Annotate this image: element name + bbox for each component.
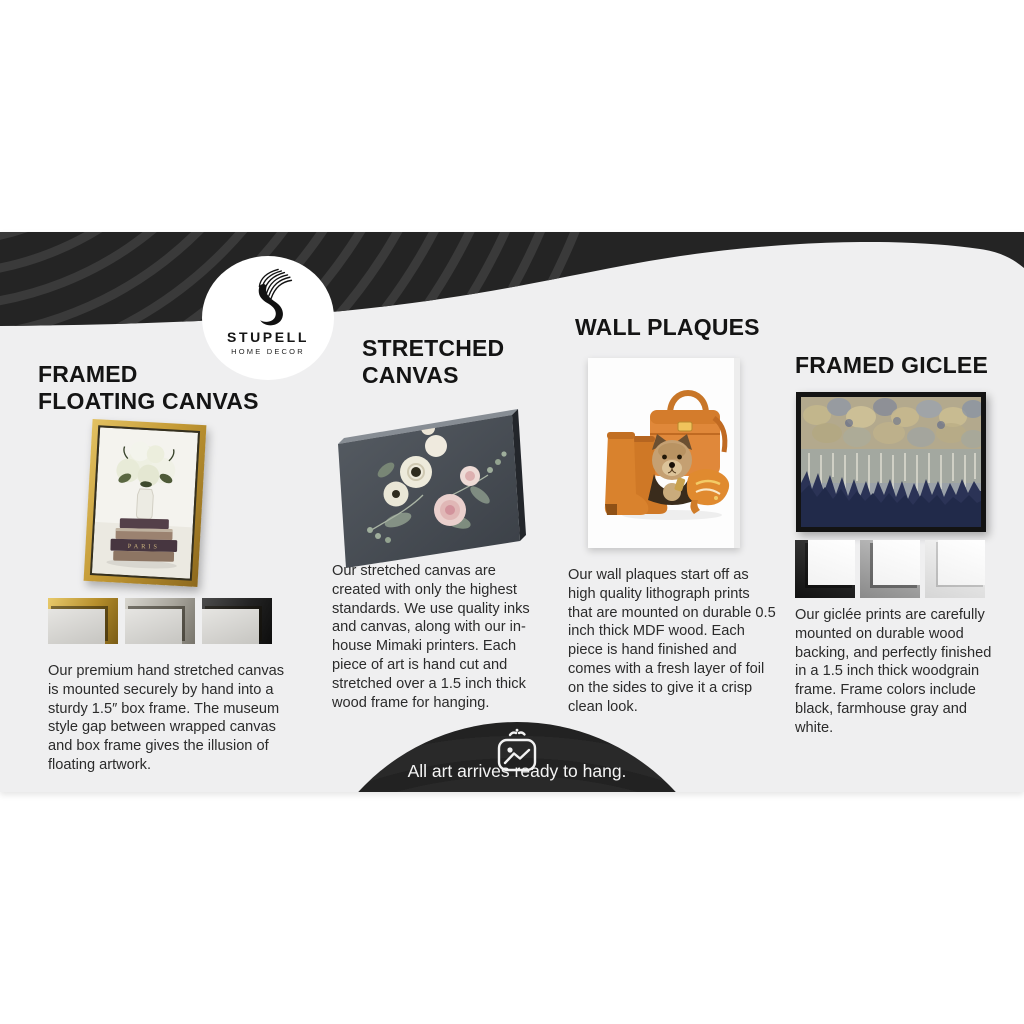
stretched-canvas-product-image — [328, 400, 538, 576]
title-line: FRAMED GICLEE — [795, 352, 988, 378]
swatch-canvas — [938, 540, 985, 585]
floating-canvas-product-image — [84, 419, 207, 587]
section-description-framed-floating-canvas: Our premium hand stretched canvas is mounted securely by hand into a sturdy 1.5″ box frame. The museum style gap between wrapped canvas and box frame gives the illusion of floating artwork. — [48, 663, 285, 773]
brand-tagline: HOME DECOR — [231, 347, 305, 356]
title-line: CANVAS — [362, 362, 459, 388]
section-title-framed-floating-canvas — [38, 361, 259, 415]
title-line: WALL PLAQUES — [575, 314, 760, 340]
white-frame-swatch — [925, 540, 985, 598]
section-title-stretched-canvas — [362, 335, 504, 389]
silver-frame-swatch — [125, 598, 195, 644]
gold-frame-swatch — [48, 598, 118, 644]
book-stack — [110, 518, 178, 562]
title-line: STRETCHED — [362, 335, 505, 361]
farmhouse-gray-frame-swatch — [860, 540, 920, 598]
section-description-stretched-canvas: Our stretched canvas are created with only the highest standards. We use quality inks and canvas, along with our in-house Mimaki printers. Each piece of art is hand cut and stretched over a 1.5 inch thick wood frame for hanging. — [332, 563, 530, 711]
swatch-canvas — [873, 540, 920, 585]
swatch-canvas — [125, 609, 182, 644]
hydrangea-books-artwork — [92, 427, 198, 578]
stupell-s-icon — [243, 265, 293, 327]
brand-name: STUPELL — [227, 329, 309, 345]
title-line: FLOATING CANVAS — [38, 388, 259, 414]
brand-logo — [202, 256, 334, 380]
title-line: FRAMED — [38, 361, 138, 387]
section-description-wall-plaques: Our wall plaques start off as high quality lithograph prints that are mounted on durable 0.5 inch thick MDF wood. Each piece is hand finished and comes with a fresh layer of foil on the sides to give it a crisp clean look. — [568, 567, 776, 715]
black-frame-swatch — [795, 540, 855, 598]
content-band — [0, 232, 1024, 792]
swatch-canvas — [808, 540, 855, 585]
swatch-canvas — [48, 609, 105, 644]
yorkie-artwork — [588, 358, 740, 548]
black-frame-swatch — [202, 598, 272, 644]
book-title-text: PARIS — [127, 542, 160, 551]
giclee-frame-color-options — [795, 540, 985, 598]
swatch-canvas — [202, 609, 259, 644]
section-description-framed-giclee: Our giclée prints are carefully mounted on durable wood backing, and perfectly finished in a 1.5 inch thick woodgrain frame. Frame colors include black, farmhouse gray and white. — [795, 607, 992, 736]
glass-vase — [136, 489, 153, 519]
abstract-artwork — [801, 397, 981, 527]
footer-message: All art arrives ready to hang. — [407, 761, 627, 781]
floating-frame-gap — [90, 425, 200, 580]
section-title-framed-giclee — [795, 352, 988, 379]
framed-giclee-product-image — [796, 392, 986, 532]
header-wave-graphic — [0, 232, 1024, 372]
wall-plaque-product-image — [588, 358, 740, 548]
floating-frame-color-options — [48, 598, 272, 644]
section-title-wall-plaques — [575, 314, 760, 341]
